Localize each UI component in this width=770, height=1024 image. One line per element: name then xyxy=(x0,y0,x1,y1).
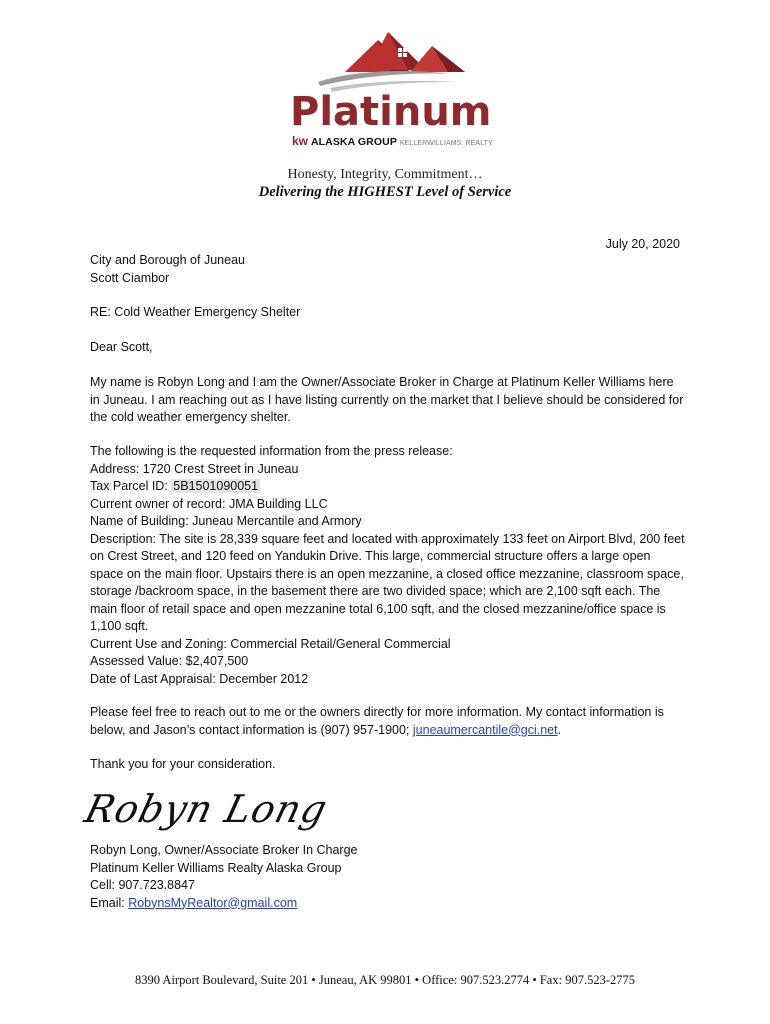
signer-email-link[interactable]: RobynsMyRealtor@gmail.com xyxy=(128,895,298,910)
footer-address: 8390 Airport Boulevard, Suite 201 • Juneau, AK 99801 • Office: 907.523.2774 • Fax: 907.523-2775 xyxy=(134,973,635,987)
signature-block xyxy=(90,842,685,912)
letter-date: July 20, 2020 xyxy=(605,237,680,251)
intro-text: My name is Robyn Long and I am the Owner/Associate Broker in Charge at Platinum Keller Williams here in Juneau. I am reaching out as I have listing currently on the market that I believe should be considered for the cold weather emergency shelter. xyxy=(90,375,684,424)
info-address: Address: 1720 Crest Street in Juneau xyxy=(90,461,299,476)
signer-name: Robyn Long, Owner/Associate Broker In Charge xyxy=(90,843,358,857)
info-lead: The following is the requested information from the press release: xyxy=(90,444,453,458)
info-parcel xyxy=(90,478,685,496)
brand-name: Platinum xyxy=(290,89,492,135)
recipient-line: City and Borough of Juneau xyxy=(90,253,245,267)
thanks-text: Thank you for your consideration. xyxy=(90,757,276,771)
handwritten-signature: Robyn Long xyxy=(80,787,333,831)
signer-company: Platinum Keller Williams Realty Alaska Group xyxy=(90,860,342,875)
parcel-label: Tax Parcel ID: xyxy=(90,479,172,493)
property-info xyxy=(90,443,685,688)
subject-line xyxy=(90,304,685,322)
recipient-block xyxy=(90,252,685,287)
kw-mark: kw xyxy=(292,134,309,148)
info-appraisal-date: Date of Last Appraisal: December 2012 xyxy=(90,671,309,686)
salutation-text: Dear Scott, xyxy=(90,340,153,354)
info-building: Name of Building: Juneau Mercantile and Armory xyxy=(90,514,362,528)
alaska-group-label: ALASKA GROUP xyxy=(310,136,397,148)
keller-williams-realty-label: KELLERWILLIAMS. REALTY xyxy=(399,140,493,147)
intro-paragraph xyxy=(90,374,685,427)
thanks-line xyxy=(90,756,685,774)
signer-email-line xyxy=(90,895,685,913)
info-use-zoning: Current Use and Zoning: Commercial Retail/General Commercial xyxy=(90,636,451,651)
slogan: Delivering the HIGHEST Level of Service xyxy=(258,184,512,200)
recipient-line: Scott Ciambor xyxy=(90,270,170,285)
closing-period: . xyxy=(557,722,562,737)
brand-subline xyxy=(292,134,502,148)
tagline: Honesty, Integrity, Commitment… xyxy=(287,167,483,182)
info-owner: Current owner of record: JMA Building LLC xyxy=(90,496,328,511)
info-assessed-value: Assessed Value: $2,407,500 xyxy=(90,654,249,668)
jason-email-link[interactable]: juneaumercantile@gci.net xyxy=(412,722,558,737)
signer-cell: Cell: 907.723.8847 xyxy=(90,878,195,892)
closing-text xyxy=(90,704,685,739)
closing-body: Please feel free to reach out to me or the owners directly for more information. My contact information is below, and Jason’s contact information is (907) 957-1900; xyxy=(90,705,664,737)
email-label: Email: xyxy=(90,895,129,910)
salutation xyxy=(90,339,685,357)
parcel-id-field[interactable]: 5B1501090051 xyxy=(173,479,259,493)
info-description: Description: The site is 28,339 square feet and located with approximately 133 feet on Airport Blvd, 200 feet on Crest Street, and 120 feed on Yandukin Drive. This large, commercial structure offers a large open space on the main floor. Upstairs there is an open mezzanine, a closed office mezzanine, classroom space, storage /backroom space, in the basement there are two divided space; which are 2,100 sqft each. The main floor of retail space and open mezzanine total 6,100 sqft, and the closed mezzanine/office space is 1,100 sqft. xyxy=(90,531,685,633)
subject-text: RE: Cold Weather Emergency Shelter xyxy=(90,305,301,319)
closing-paragraph xyxy=(90,704,685,739)
